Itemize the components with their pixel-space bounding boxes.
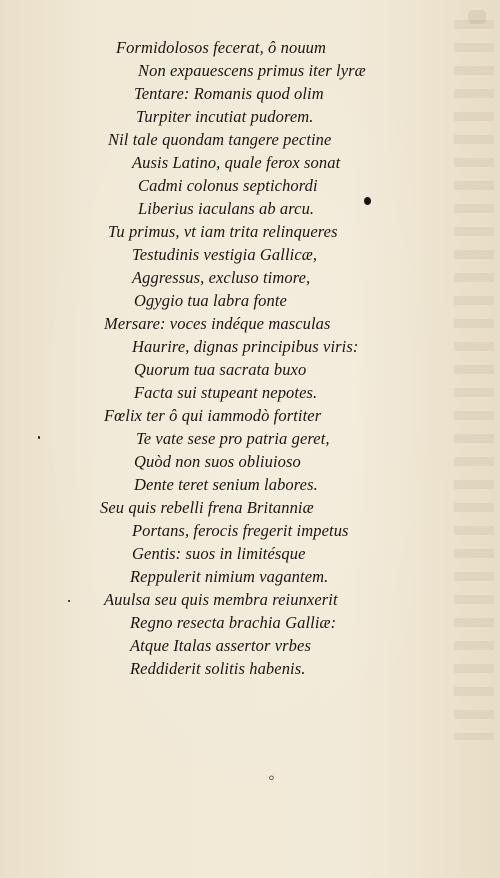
verse-line: Quorum tua sacrata buxo — [134, 360, 307, 379]
verse-line: Gentis: suos in limitésque — [132, 544, 306, 563]
verse-line: Facta sui stupeant nepotes. — [134, 383, 318, 402]
verse-line: Tu primus, vt iam trita relinqueres — [108, 222, 338, 241]
verse-line: Nil tale quondam tangere pectine — [108, 130, 332, 149]
verse-line: Atque Italas assertor vrbes — [130, 636, 311, 655]
verse-line: Turpiter incutiat pudorem. — [136, 107, 314, 126]
verse-line: Portans, ferocis fregerit impetus — [132, 521, 349, 540]
verse-line: Quòd non suos obliuioso — [134, 452, 301, 471]
verse-line: Testudinis vestigia Gallicæ, — [132, 245, 318, 264]
verse-line: Reppulerit nimium vagantem. — [130, 567, 329, 586]
verse-line: Dente teret senium labores. — [134, 475, 318, 494]
ink-speck — [38, 436, 40, 439]
ink-speck — [68, 600, 70, 602]
verse-line: Aggressus, excluso timore, — [132, 268, 311, 287]
verse-line: Seu quis rebelli frena Britanniæ — [100, 498, 314, 517]
ornament-mark: ⸰ — [268, 771, 275, 785]
verse-line: Te vate sese pro patria geret, — [136, 429, 330, 448]
verse-line: Regno resecta brachia Galliæ: — [130, 613, 337, 632]
verse-line: Tentare: Romanis quod olim — [134, 84, 324, 103]
verse-line: Mersare: voces indéque masculas — [104, 314, 331, 333]
verse-line: Non expauescens primus iter lyræ — [138, 61, 366, 80]
verse-line: Haurire, dignas principibus viris: — [132, 337, 359, 356]
verse-line: Liberius iaculans ab arcu. — [138, 199, 315, 218]
show-through-text — [454, 20, 494, 740]
verse-line: Cadmi colonus septichordi — [138, 176, 318, 195]
verse-line: Ogygio tua labra fonte — [134, 291, 287, 310]
show-through-folio — [468, 10, 486, 24]
verse-line: Reddiderit solitis habenis. — [130, 659, 306, 678]
verse-line: Ausis Latino, quale ferox sonat — [132, 153, 341, 172]
verse-line: Formidolosos fecerat, ô nouum — [116, 38, 327, 57]
ink-blot — [364, 197, 371, 205]
verse-line: Fœlix ter ô qui iammodò fortiter — [104, 406, 322, 425]
verse-line: Auulsa seu quis membra reiunxerit — [104, 590, 338, 609]
